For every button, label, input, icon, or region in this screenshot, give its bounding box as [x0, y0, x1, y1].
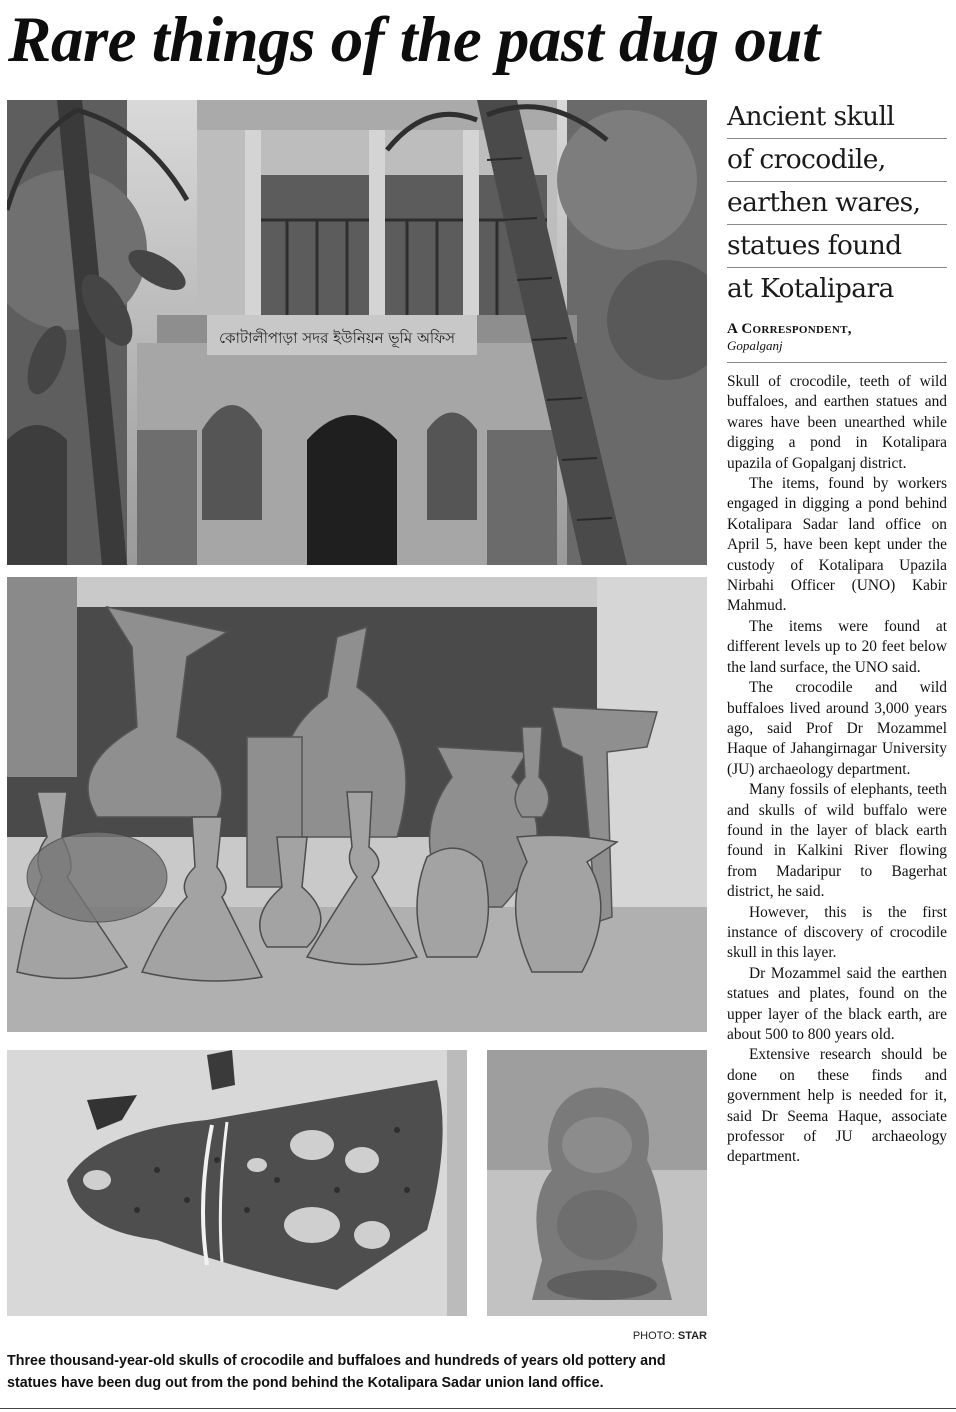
- building-sign-text: কোটালীপাড়া সদর ইউনিয়ন ভূমি অফিস: [219, 329, 456, 347]
- byline: [727, 320, 947, 353]
- subheadline-line: Ancient skull: [727, 96, 947, 139]
- photo-caption: Three thousand-year-old skulls of crocodile and buffaloes and hundreds of years old pottery and statues have been dug out from the pond behind the Kotalipara Sadar union land office.: [7, 1353, 666, 1391]
- pottery-photo: [7, 577, 707, 1032]
- bottom-divider: [0, 1408, 956, 1409]
- article-paragraph: However, this is the first instance of discovery of crocodile skull in this layer.: [727, 903, 947, 962]
- article-paragraph: Extensive research should be done on these finds and government help is needed for it, said Dr Seema Haque, associate professor of JU archaeology department.: [727, 1046, 947, 1166]
- article-paragraph: The crocodile and wild buffaloes lived around 3,000 years ago, said Prof Dr Mozammel Haque of Jahangirnagar University (JU) archaeology department.: [727, 679, 947, 778]
- subheadline: [727, 96, 947, 310]
- photo-credit: [560, 1330, 707, 1342]
- subheadline-line: statues found: [727, 225, 947, 268]
- byline-place: Gopalganj: [727, 338, 783, 353]
- byline-divider: [727, 362, 947, 363]
- article-paragraph: Many fossils of elephants, teeth and skulls of wild buffalo were found in the layer of black earth found in Kalkini River flowing from Madaripur to Bagerhat district, he said.: [727, 781, 947, 901]
- article-paragraph: Dr Mozammel said the earthen statues and plates, found on the upper layer of the black earth, are about 500 to 800 years old.: [727, 964, 947, 1043]
- article-paragraph: Skull of crocodile, teeth of wild buffaloes, and earthen statues and wares have been unearthed while digging a pond in Kotalipara upazila of Gopalganj district.: [727, 373, 947, 472]
- subheadline-line: at Kotalipara: [727, 273, 894, 304]
- subheadline-line: of crocodile,: [727, 139, 947, 182]
- building-photo: [7, 100, 707, 565]
- article-paragraph: The items were found at different levels up to 20 feet below the land surface, the UNO said.: [727, 617, 947, 676]
- article-body: [727, 372, 947, 1168]
- photo-credit-prefix: PHOTO:: [632, 1330, 675, 1342]
- byline-name: A Correspondent,: [727, 321, 852, 337]
- subheadline-line: earthen wares,: [727, 182, 947, 225]
- headline: Rare things of the past dug out: [8, 4, 820, 76]
- statue-photo: [487, 1050, 707, 1316]
- crocodile-skull-photo: [7, 1050, 467, 1316]
- article-paragraph: The items, found by workers engaged in digging a pond behind Kotalipara Sadar land office on April 5, have been kept under the custody of Kotalipara Upazila Nirbahi Officer (UNO) Kabir Mahmud.: [727, 475, 947, 615]
- photo-credit-source: STAR: [677, 1330, 707, 1342]
